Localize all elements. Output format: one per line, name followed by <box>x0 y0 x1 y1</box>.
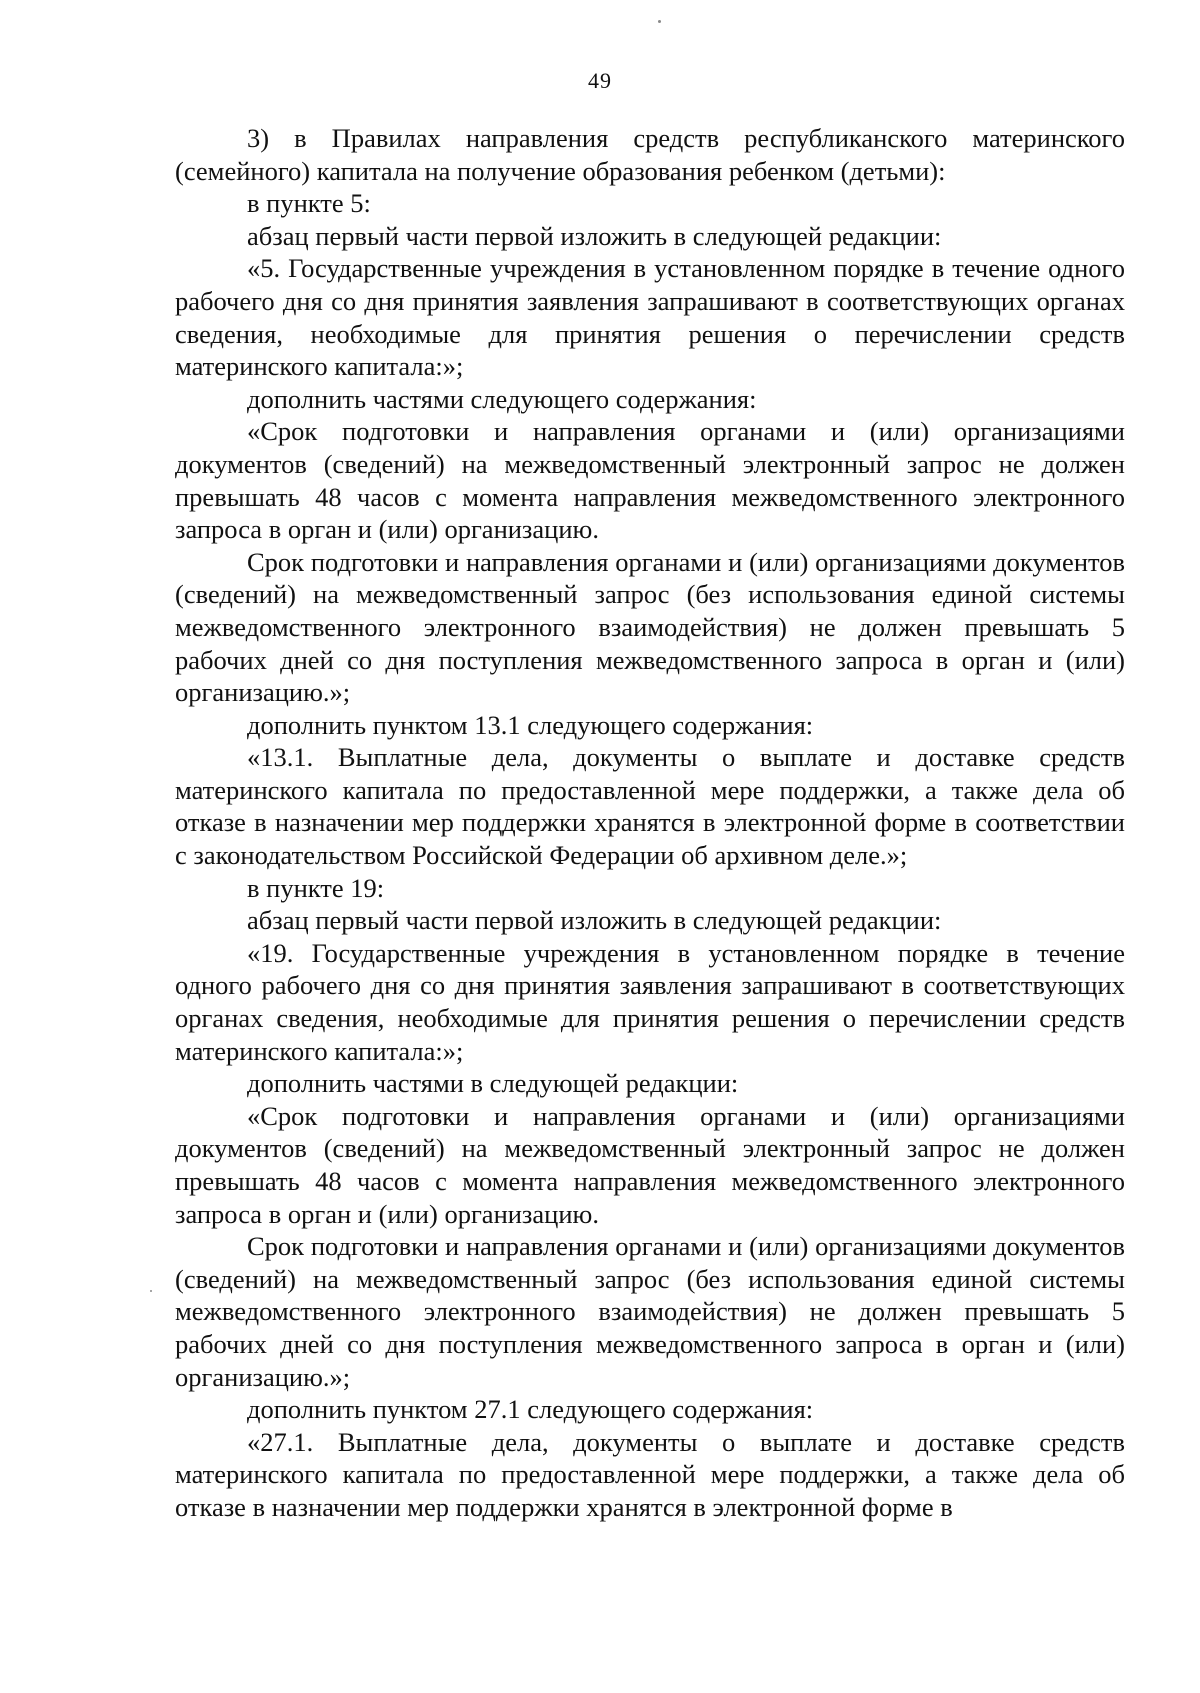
paragraph: дополнить частями в следующей редакции: <box>247 1068 739 1099</box>
page-number: 49 <box>588 68 612 93</box>
paragraph: Срок подготовки и направления органами и (или) организациями документов (сведений) на межведомственный запрос (без использования единой системы межведомственного электронного взаимодействия) не должен превышать 5 рабочих дней со дня поступления межведомственного запроса в орган и (или) организацию.»; <box>175 1231 1125 1392</box>
paragraph: в пункте 5: <box>247 188 371 219</box>
paragraph: дополнить частями следующего содержания: <box>247 383 757 414</box>
paragraph: дополнить пунктом 27.1 следующего содержания: <box>247 1394 814 1425</box>
scan-speck <box>150 1290 152 1292</box>
paragraph: «13.1. Выплатные дела, документы о выплате и доставке средств материнского капитала по предоставленной мере поддержки, а также дела об отказе в назначении мер поддержки хранятся в электронной форме в соответствии с законодательством Российской Федерации об архивном деле.»; <box>175 742 1125 871</box>
paragraph: в пункте 19: <box>247 872 385 903</box>
paragraph: дополнить пунктом 13.1 следующего содержания: <box>247 709 814 740</box>
paragraph: «Срок подготовки и направления органами и (или) организациями документов (сведений) на межведомственный электронный запрос не должен превышать 48 часов с момента направления межведомственного электронного запроса в орган и (или) организацию. <box>175 416 1125 545</box>
paragraph: «19. Государственные учреждения в установленном порядке в течение одного рабочего дня со дня принятия заявления запрашивают в соответствующих органах сведения, необходимые для принятия решения о перечислении средств материнского капитала:»; <box>175 937 1125 1066</box>
paragraph: «Срок подготовки и направления органами и (или) организациями документов (сведений) на межведомственный электронный запрос не должен превышать 48 часов с момента направления межведомственного электронного запроса в орган и (или) организацию. <box>175 1100 1125 1229</box>
document-body <box>175 122 1125 1524</box>
paragraph: абзац первый части первой изложить в следующей редакции: <box>247 220 942 251</box>
paragraph: «5. Государственные учреждения в установленном порядке в течение одного рабочего дня со дня принятия заявления запрашивают в соответствующих органах сведения, необходимые для принятия решения о перечислении средств материнского капитала:»; <box>175 253 1125 382</box>
paragraph: абзац первый части первой изложить в следующей редакции: <box>247 905 942 936</box>
paragraph: 3) в Правилах направления средств республиканского материнского (семейного) капитала на получение образования ребенком (детьми): <box>175 123 1125 186</box>
scan-speck <box>658 20 661 23</box>
paragraph: «27.1. Выплатные дела, документы о выплате и доставке средств материнского капитала по предоставленной мере поддержки, а также дела об отказе в назначении мер поддержки хранятся в электронной форме в <box>175 1426 1125 1522</box>
paragraph: Срок подготовки и направления органами и (или) организациями документов (сведений) на межведомственный запрос (без использования единой системы межведомственного электронного взаимодействия) не должен превышать 5 рабочих дней со дня поступления межведомственного запроса в орган и (или) организацию.»; <box>175 546 1125 708</box>
